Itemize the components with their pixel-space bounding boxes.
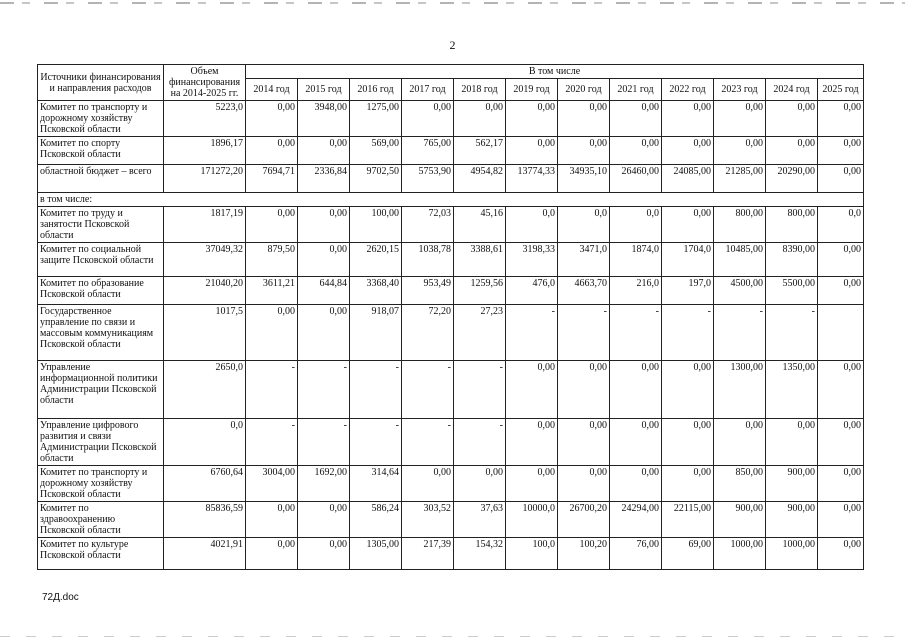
cell-value: 0,00	[298, 305, 350, 361]
table-row	[38, 243, 864, 277]
cell-value: -	[350, 419, 402, 466]
cell-value: 72,20	[402, 305, 454, 361]
cell-value: 0,00	[610, 419, 662, 466]
cell-value: 0,00	[558, 419, 610, 466]
row-total: 6760,64	[164, 466, 246, 502]
row-total: 2650,0	[164, 361, 246, 419]
row-total: 1817,19	[164, 207, 246, 243]
table-row	[38, 502, 864, 538]
cell-value: 10000,0	[506, 502, 558, 538]
cell-value: 0,00	[662, 419, 714, 466]
cell-value: 0,00	[558, 137, 610, 165]
cell-value: 1350,00	[766, 361, 818, 419]
cell-value: 0,0	[818, 207, 864, 243]
cell-value: 0,00	[246, 502, 298, 538]
cell-value: 21285,00	[714, 165, 766, 193]
row-label: Комитет по транспорту и дорожному хозяйству Псковской области	[38, 101, 164, 137]
table-row	[38, 137, 864, 165]
cell-value: 26700,20	[558, 502, 610, 538]
header-year: 2025 год	[818, 79, 864, 101]
cell-value: -	[714, 305, 766, 361]
cell-value: 76,00	[610, 538, 662, 570]
cell-value: 0,0	[506, 207, 558, 243]
cell-value: 0,00	[714, 101, 766, 137]
header-volume: Объем финансирования на 2014-2025 гг.	[164, 65, 246, 101]
cell-value: 0,00	[454, 466, 506, 502]
cell-value: 3471,0	[558, 243, 610, 277]
cell-value: 2336,84	[298, 165, 350, 193]
cell-value: -	[402, 361, 454, 419]
cell-value: 879,50	[246, 243, 298, 277]
cell-value: 34935,10	[558, 165, 610, 193]
cell-value: 3198,33	[506, 243, 558, 277]
cell-value: 0,00	[766, 101, 818, 137]
cell-value: 100,20	[558, 538, 610, 570]
cell-value: 0,00	[818, 101, 864, 137]
cell-value: 1704,0	[662, 243, 714, 277]
cell-value: 0,00	[506, 361, 558, 419]
cell-value: 3611,21	[246, 277, 298, 305]
cell-value: 0,00	[610, 137, 662, 165]
table-row	[38, 193, 864, 207]
cell-value: 3388,61	[454, 243, 506, 277]
header-including: В том числе	[246, 65, 864, 79]
header-year: 2022 год	[662, 79, 714, 101]
cell-value: 72,03	[402, 207, 454, 243]
cell-value: 1275,00	[350, 101, 402, 137]
cell-value: 0,00	[246, 538, 298, 570]
cell-value: 0,00	[818, 137, 864, 165]
header-year: 2024 год	[766, 79, 818, 101]
cell-value: -	[298, 361, 350, 419]
cell-value: 0,00	[506, 101, 558, 137]
cell-value: 1305,00	[350, 538, 402, 570]
header-year: 2014 год	[246, 79, 298, 101]
cell-value: 0,00	[662, 207, 714, 243]
table-row	[38, 466, 864, 502]
cell-value: 0,00	[610, 361, 662, 419]
row-total: 4021,91	[164, 538, 246, 570]
cell-value: 10485,00	[714, 243, 766, 277]
cell-value: 1000,00	[766, 538, 818, 570]
cell-value: 900,00	[714, 502, 766, 538]
cell-value: 0,00	[246, 207, 298, 243]
cell-value: 953,49	[402, 277, 454, 305]
cell-value: 0,0	[558, 207, 610, 243]
cell-value: 69,00	[662, 538, 714, 570]
header-year: 2015 год	[298, 79, 350, 101]
cell-value: 45,16	[454, 207, 506, 243]
cell-value: 0,00	[818, 502, 864, 538]
cell-value: 27,23	[454, 305, 506, 361]
cell-value: 569,00	[350, 137, 402, 165]
table-row	[38, 361, 864, 419]
cell-value: 217,39	[402, 538, 454, 570]
cell-value: -	[246, 419, 298, 466]
cell-value: 0,00	[662, 466, 714, 502]
cell-value: -	[350, 361, 402, 419]
row-label: Комитет по здравоохранению Псковской области	[38, 502, 164, 538]
cell-value: 13774,33	[506, 165, 558, 193]
cell-value: 22115,00	[662, 502, 714, 538]
cell-value: 1259,56	[454, 277, 506, 305]
cell-value: 37,63	[454, 502, 506, 538]
row-total: 37049,32	[164, 243, 246, 277]
cell-value: 0,00	[714, 137, 766, 165]
cell-value: 4954,82	[454, 165, 506, 193]
cell-value: 1000,00	[714, 538, 766, 570]
row-label: в том числе:	[38, 193, 864, 207]
row-label: Управление цифрового развития и связи Администрации Псковской области	[38, 419, 164, 466]
cell-value: 0,00	[402, 101, 454, 137]
file-name: 72Д.doc	[42, 592, 79, 603]
cell-value: -	[298, 419, 350, 466]
cell-value: 0,00	[246, 137, 298, 165]
cell-value: 0,00	[558, 101, 610, 137]
row-label: областной бюджет – всего	[38, 165, 164, 193]
row-total: 21040,20	[164, 277, 246, 305]
cell-value: 800,00	[766, 207, 818, 243]
cell-value: -	[610, 305, 662, 361]
table-row	[38, 538, 864, 570]
cell-value: 9702,50	[350, 165, 402, 193]
cell-value: 800,00	[714, 207, 766, 243]
cell-value: 7694,71	[246, 165, 298, 193]
cell-value: 900,00	[766, 466, 818, 502]
cell-value: 0,00	[662, 361, 714, 419]
row-total: 1017,5	[164, 305, 246, 361]
cell-value: 0,00	[558, 361, 610, 419]
financing-table	[37, 64, 864, 570]
row-label: Управление информационной политики Администрации Псковской области	[38, 361, 164, 419]
header-year: 2016 год	[350, 79, 402, 101]
cell-value: 4663,70	[558, 277, 610, 305]
row-total: 171272,20	[164, 165, 246, 193]
cell-value: 24294,00	[610, 502, 662, 538]
cell-value: 1038,78	[402, 243, 454, 277]
cell-value: 900,00	[766, 502, 818, 538]
cell-value: 20290,00	[766, 165, 818, 193]
scan-edge-bottom	[0, 636, 905, 637]
row-label: Комитет по культуре Псковской области	[38, 538, 164, 570]
cell-value: 918,07	[350, 305, 402, 361]
header-year: 2019 год	[506, 79, 558, 101]
table-row	[38, 419, 864, 466]
cell-value: 3368,40	[350, 277, 402, 305]
cell-value: 0,00	[818, 361, 864, 419]
cell-value: 197,0	[662, 277, 714, 305]
header-year: 2020 год	[558, 79, 610, 101]
cell-value: 3948,00	[298, 101, 350, 137]
cell-value: 303,52	[402, 502, 454, 538]
cell-value: 26460,00	[610, 165, 662, 193]
cell-value: 0,00	[714, 419, 766, 466]
cell-value: 100,0	[506, 538, 558, 570]
page-number: 2	[449, 38, 456, 52]
table-row	[38, 305, 864, 361]
cell-value: -	[662, 305, 714, 361]
cell-value: 0,00	[818, 243, 864, 277]
cell-value: 0,00	[818, 277, 864, 305]
header-year: 2023 год	[714, 79, 766, 101]
row-label: Государственное управление по связи и массовым коммуникациям Псковской области	[38, 305, 164, 361]
cell-value: 4500,00	[714, 277, 766, 305]
cell-value: 0,0	[610, 207, 662, 243]
cell-value: 0,00	[246, 101, 298, 137]
cell-value: 2620,15	[350, 243, 402, 277]
cell-value: 0,00	[298, 207, 350, 243]
row-total: 5223,0	[164, 101, 246, 137]
row-label: Комитет по транспорту и дорожному хозяйству Псковской области	[38, 466, 164, 502]
table-row	[38, 207, 864, 243]
cell-value: 24085,00	[662, 165, 714, 193]
cell-value: -	[454, 419, 506, 466]
row-total: 0,0	[164, 419, 246, 466]
header-year: 2018 год	[454, 79, 506, 101]
cell-value: 3004,00	[246, 466, 298, 502]
cell-value: 0,00	[662, 101, 714, 137]
header-year: 2017 год	[402, 79, 454, 101]
cell-value: 1692,00	[298, 466, 350, 502]
cell-value: 0,00	[298, 502, 350, 538]
table-row	[38, 101, 864, 137]
cell-value: 0,00	[558, 466, 610, 502]
cell-value: -	[558, 305, 610, 361]
cell-value: 0,00	[662, 137, 714, 165]
cell-value: 0,00	[818, 538, 864, 570]
row-label: Комитет по образование Псковской области	[38, 277, 164, 305]
cell-value: 0,00	[766, 419, 818, 466]
cell-value: 5500,00	[766, 277, 818, 305]
cell-value: 0,00	[506, 466, 558, 502]
cell-value: 0,00	[818, 419, 864, 466]
cell-value: 562,17	[454, 137, 506, 165]
cell-value: 5753,90	[402, 165, 454, 193]
cell-value: 314,64	[350, 466, 402, 502]
cell-value: 0,00	[818, 165, 864, 193]
cell-value: -	[766, 305, 818, 361]
row-label: Комитет по спорту Псковской области	[38, 137, 164, 165]
cell-value: 0,00	[818, 466, 864, 502]
row-label: Комитет по социальной защите Псковской области	[38, 243, 164, 277]
cell-value: 1300,00	[714, 361, 766, 419]
cell-value: 8390,00	[766, 243, 818, 277]
cell-value: 0,00	[506, 419, 558, 466]
cell-value: 154,32	[454, 538, 506, 570]
header-source: Источники финансирования и направления расходов	[38, 65, 164, 101]
cell-value: 0,00	[298, 137, 350, 165]
header-year: 2021 год	[610, 79, 662, 101]
cell-value: 100,00	[350, 207, 402, 243]
cell-value: -	[506, 305, 558, 361]
cell-value: -	[454, 361, 506, 419]
cell-value: 476,0	[506, 277, 558, 305]
cell-value: 0,00	[298, 538, 350, 570]
row-total: 1896,17	[164, 137, 246, 165]
scan-edge-artifact	[0, 2, 905, 4]
cell-value: -	[402, 419, 454, 466]
cell-value: 644,84	[298, 277, 350, 305]
table-row	[38, 165, 864, 193]
row-total: 85836,59	[164, 502, 246, 538]
cell-value: 765,00	[402, 137, 454, 165]
cell-value: 0,00	[610, 466, 662, 502]
cell-value: 0,00	[298, 243, 350, 277]
cell-value: 1874,0	[610, 243, 662, 277]
row-label: Комитет по труду и занятости Псковской области	[38, 207, 164, 243]
cell-value: 0,00	[506, 137, 558, 165]
cell-value: 216,0	[610, 277, 662, 305]
cell-value	[818, 305, 864, 361]
cell-value: 0,00	[246, 305, 298, 361]
cell-value: 850,00	[714, 466, 766, 502]
cell-value: 0,00	[766, 137, 818, 165]
cell-value: 0,00	[402, 466, 454, 502]
cell-value: 586,24	[350, 502, 402, 538]
cell-value: -	[246, 361, 298, 419]
cell-value: 0,00	[454, 101, 506, 137]
table-row	[38, 277, 864, 305]
cell-value: 0,00	[610, 101, 662, 137]
